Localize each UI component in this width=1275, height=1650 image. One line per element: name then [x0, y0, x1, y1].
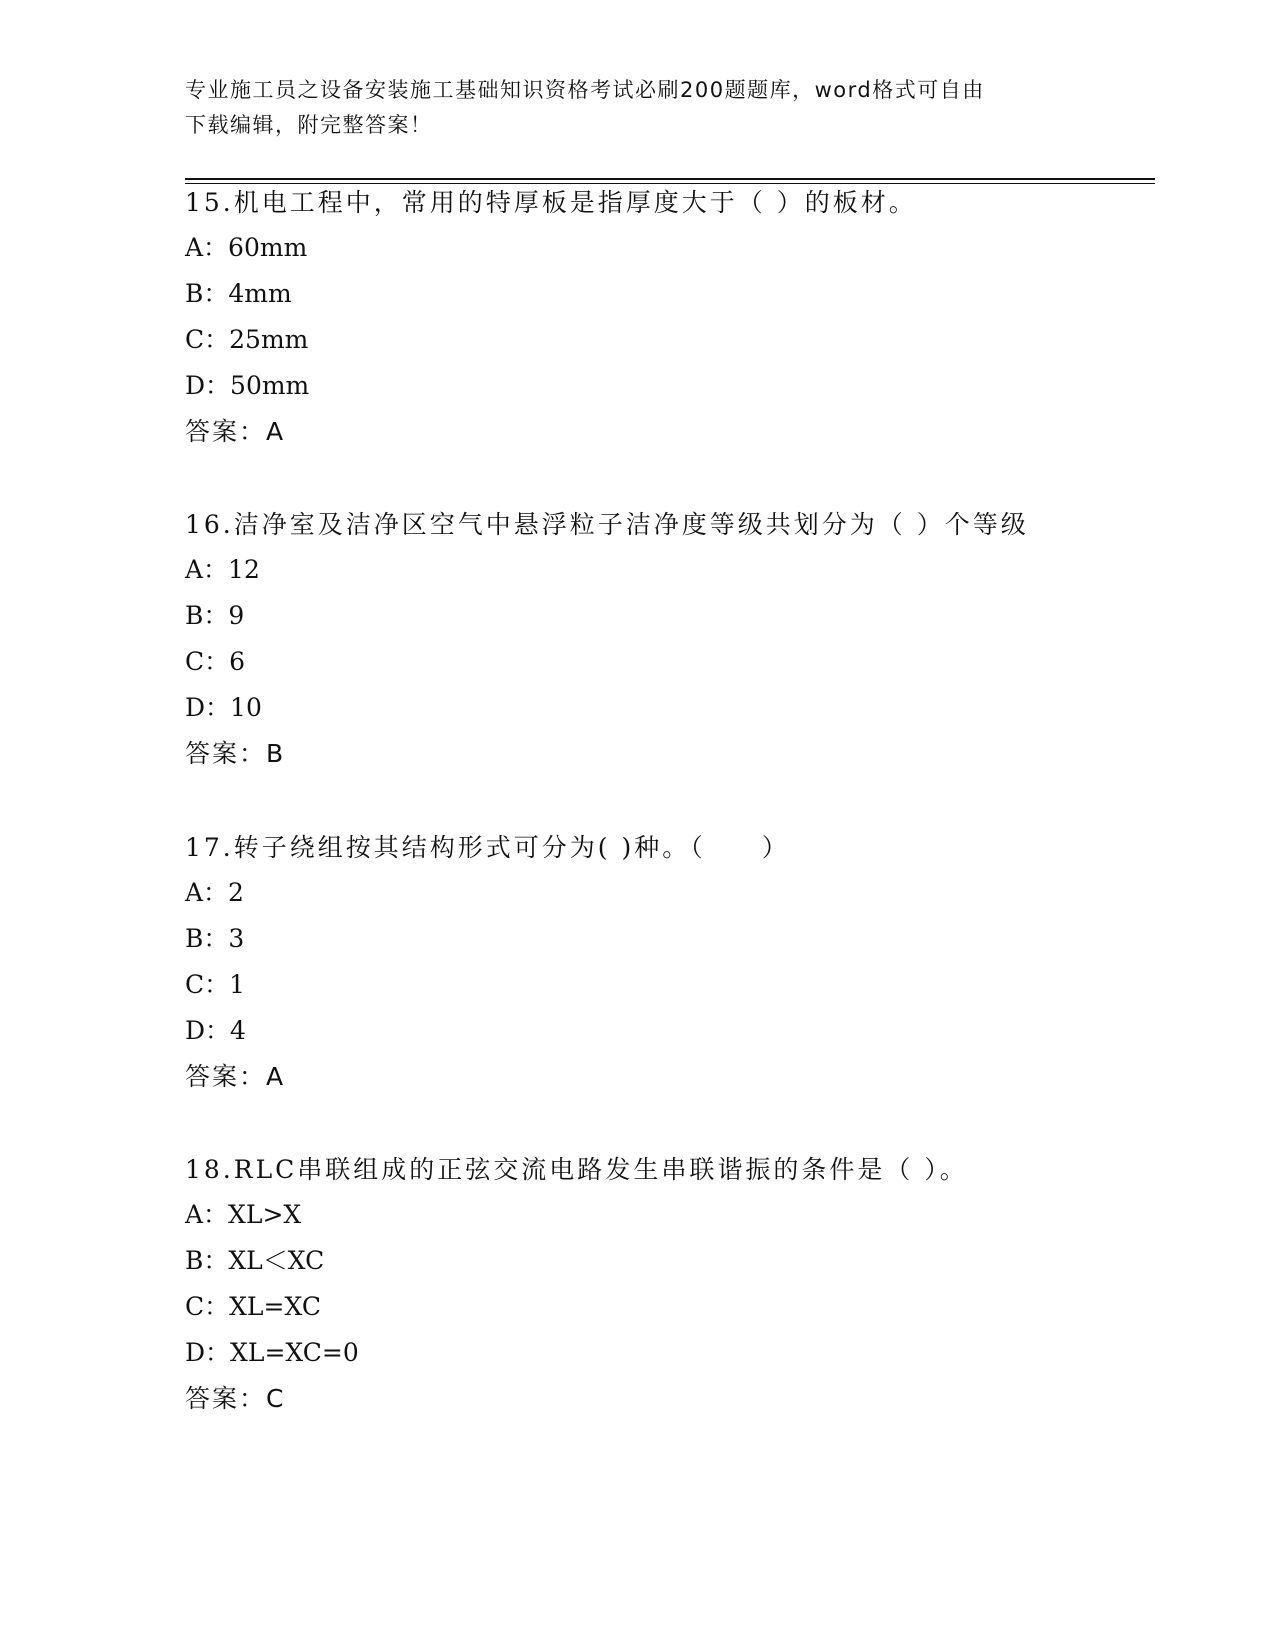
- option-d: D：4: [185, 1016, 246, 1045]
- option-d: D：50mm: [185, 371, 310, 400]
- option-b: B：3: [185, 924, 245, 953]
- option-a: A：XL>X: [185, 1200, 302, 1229]
- option-d: D：XL=XC=0: [185, 1338, 359, 1367]
- answer-text: 答案：A: [185, 1062, 286, 1091]
- header-line-2: 下载编辑，附完整答案！: [185, 113, 433, 137]
- question-text: 16.洁净室及洁净区空气中悬浮粒子洁净度等级共划分为（ ）个等级: [185, 510, 1029, 539]
- question-item: [185, 180, 1135, 455]
- question-item: [185, 825, 1135, 1100]
- option-a: A：12: [185, 555, 260, 584]
- document-header: [185, 73, 1085, 143]
- option-c: C：25mm: [185, 325, 309, 354]
- answer-text: 答案：B: [185, 739, 286, 768]
- option-c: C：1: [185, 970, 246, 999]
- header-line-1: 专业施工员之设备安装施工基础知识资格考试必刷200题题库，word格式可自由: [185, 78, 985, 102]
- option-b: B：XL＜XC: [185, 1246, 325, 1275]
- option-c: C：6: [185, 647, 246, 676]
- option-b: B：9: [185, 601, 245, 630]
- question-text: 18.RLC串联组成的正弦交流电路发生串联谐振的条件是（ ）。: [185, 1155, 968, 1184]
- option-d: D：10: [185, 693, 262, 722]
- option-a: A：60mm: [185, 233, 308, 262]
- answer-text: 答案：C: [185, 1384, 286, 1413]
- answer-text: 答案：A: [185, 417, 286, 446]
- option-a: A：2: [185, 878, 244, 907]
- option-b: B：4mm: [185, 279, 292, 308]
- question-item: [185, 1147, 1135, 1422]
- question-item: [185, 502, 1135, 777]
- question-text: 15.机电工程中，常用的特厚板是指厚度大于（ ）的板材。: [185, 188, 917, 217]
- option-c: C：XL=XC: [185, 1292, 321, 1321]
- question-text: 17.转子绕组按其结构形式可分为( )种。（ ）: [185, 833, 790, 862]
